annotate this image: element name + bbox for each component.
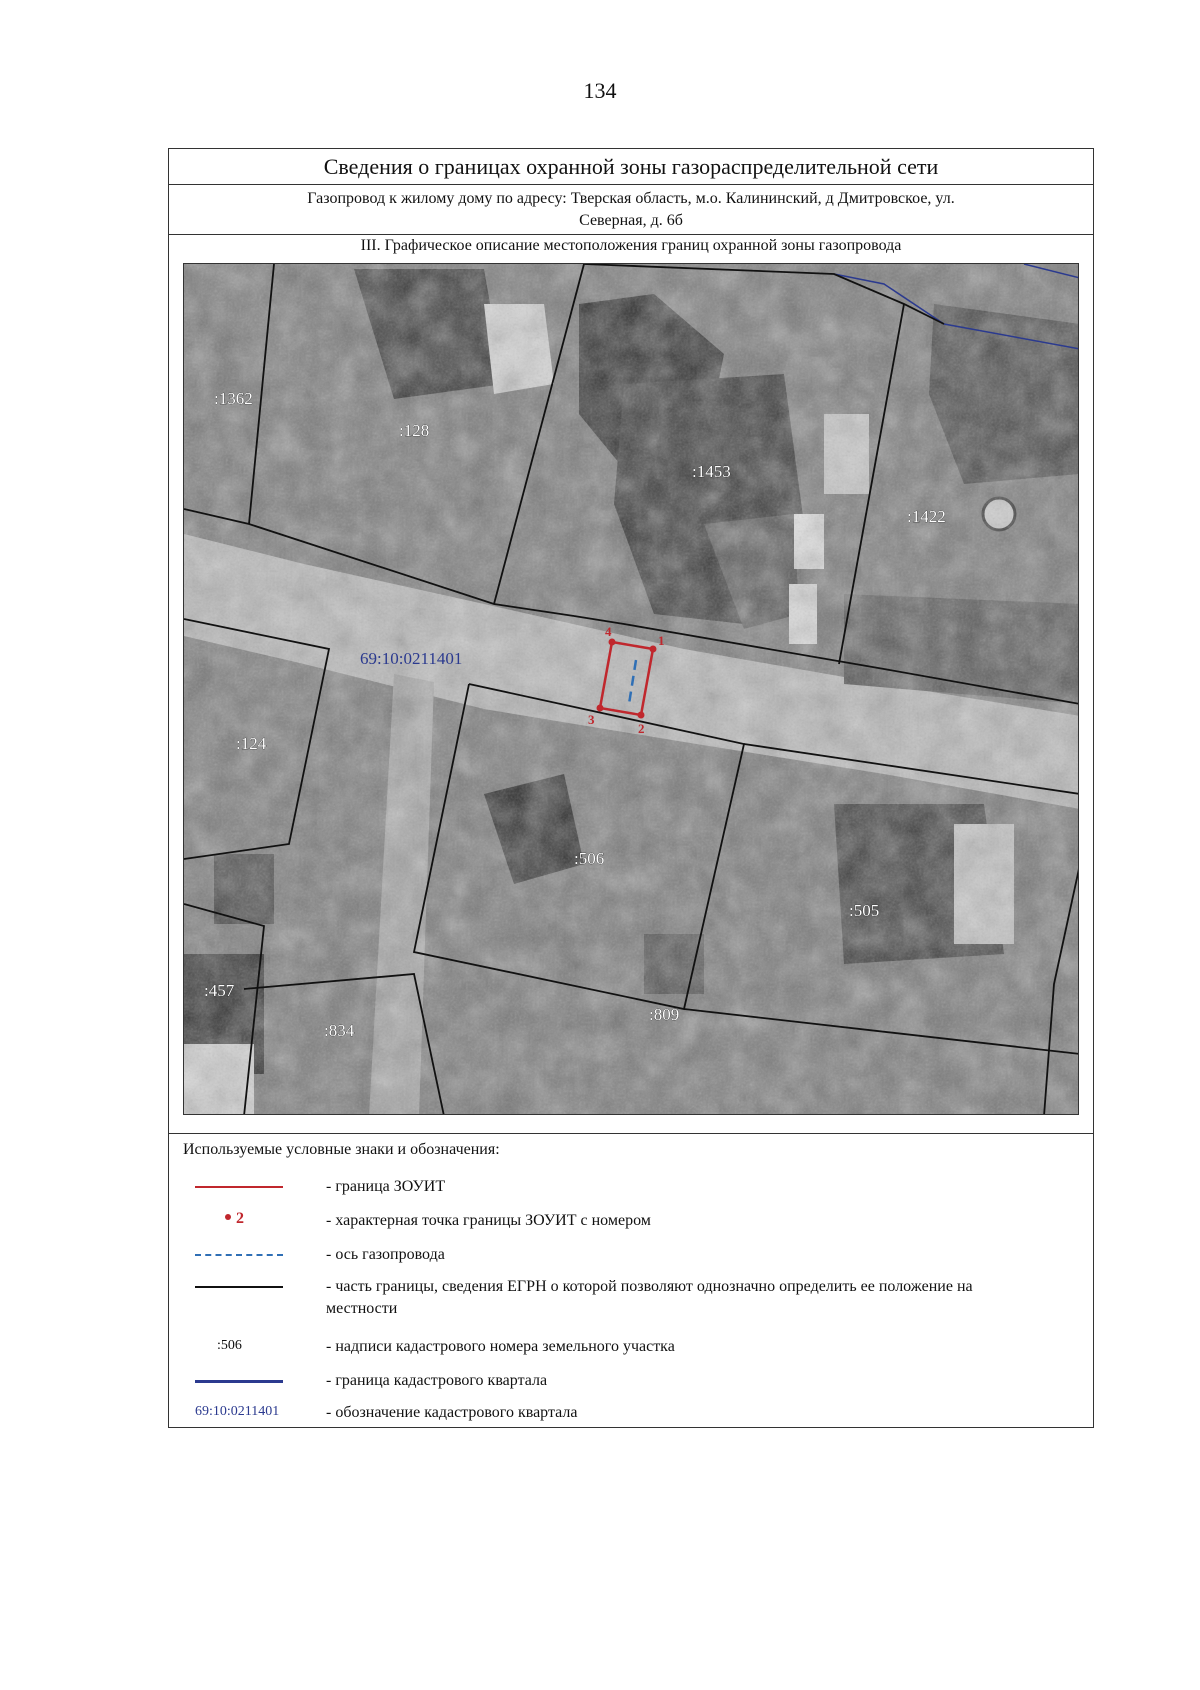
legend-quarter-sample: 69:10:0211401	[195, 1404, 280, 1419]
point-label-3: 3	[588, 712, 595, 727]
object-line-1: Газопровод к жилому дому по адресу: Тверская область, м.о. Калининский, д Дмитровское, ул.	[307, 190, 955, 207]
info-frame	[168, 148, 1094, 1428]
parcel-label-1422: :1422	[907, 507, 946, 526]
zouit-point-4	[609, 639, 616, 646]
legend-text: - ось газопровода	[326, 1246, 445, 1263]
legend-text: - обозначение кадастрового квартала	[326, 1404, 578, 1421]
legend-text: - характерная точка границы ЗОУИТ с номером	[326, 1212, 651, 1229]
parcel-label-506: :506	[574, 849, 605, 868]
parcel-label-128: :128	[399, 421, 430, 440]
legend-symbol-red-line	[195, 1175, 283, 1199]
parcel-label-809: :809	[649, 1005, 680, 1024]
legend-symbol-black-line	[195, 1275, 283, 1299]
object-line-2: Северная, д. 6б	[579, 212, 683, 229]
legend-symbol-quarter-label	[195, 1401, 283, 1425]
point-dot-icon	[225, 1214, 231, 1220]
legend-symbol-blue-dashed-line	[195, 1243, 283, 1267]
legend-separator	[169, 1133, 1093, 1134]
object-description	[169, 185, 1093, 235]
legend-text: - часть границы, сведения ЕГРН о которой позволяют однозначно определить ее положение на местности	[326, 1278, 973, 1317]
parcel-label-124: :124	[236, 734, 267, 753]
parcel-label-505: :505	[849, 901, 880, 920]
parcel-label-1453: :1453	[692, 462, 731, 481]
legend-symbol-navy-line	[195, 1369, 283, 1393]
page-number: 134	[583, 78, 617, 103]
legend-text: - граница кадастрового квартала	[326, 1372, 548, 1389]
map-svg	[184, 264, 1079, 1115]
legend-symbol-parcel-label	[195, 1335, 283, 1359]
parcel-label-1362: :1362	[214, 389, 253, 408]
parcel-label-457: :457	[204, 981, 235, 1000]
zouit-point-3	[597, 705, 604, 712]
parcel-label-834: :834	[324, 1021, 355, 1040]
legend-text: - надписи кадастрового номера земельного участка	[326, 1338, 675, 1355]
legend-symbol-point	[195, 1209, 283, 1233]
zouit-point-2	[638, 712, 645, 719]
zouit-point-1	[650, 646, 657, 653]
point-label-1: 1	[658, 633, 665, 648]
texture-fine	[184, 264, 1079, 1115]
legend-parcel-sample: :506	[217, 1338, 242, 1353]
legend-text: - граница ЗОУИТ	[326, 1178, 446, 1195]
section-title: III. Графическое описание местоположения границ охранной зоны газопровода	[360, 237, 902, 254]
legend-point-sample: 2	[236, 1210, 244, 1227]
document-title: Сведения о границах охранной зоны газораспределительной сети	[169, 149, 1093, 185]
cadastral-map	[183, 263, 1079, 1115]
point-label-2: 2	[638, 721, 645, 736]
quarter-label: 69:10:0211401	[360, 649, 463, 668]
legend-heading: Используемые условные знаки и обозначения:	[183, 1141, 500, 1158]
point-label-4: 4	[605, 624, 612, 639]
